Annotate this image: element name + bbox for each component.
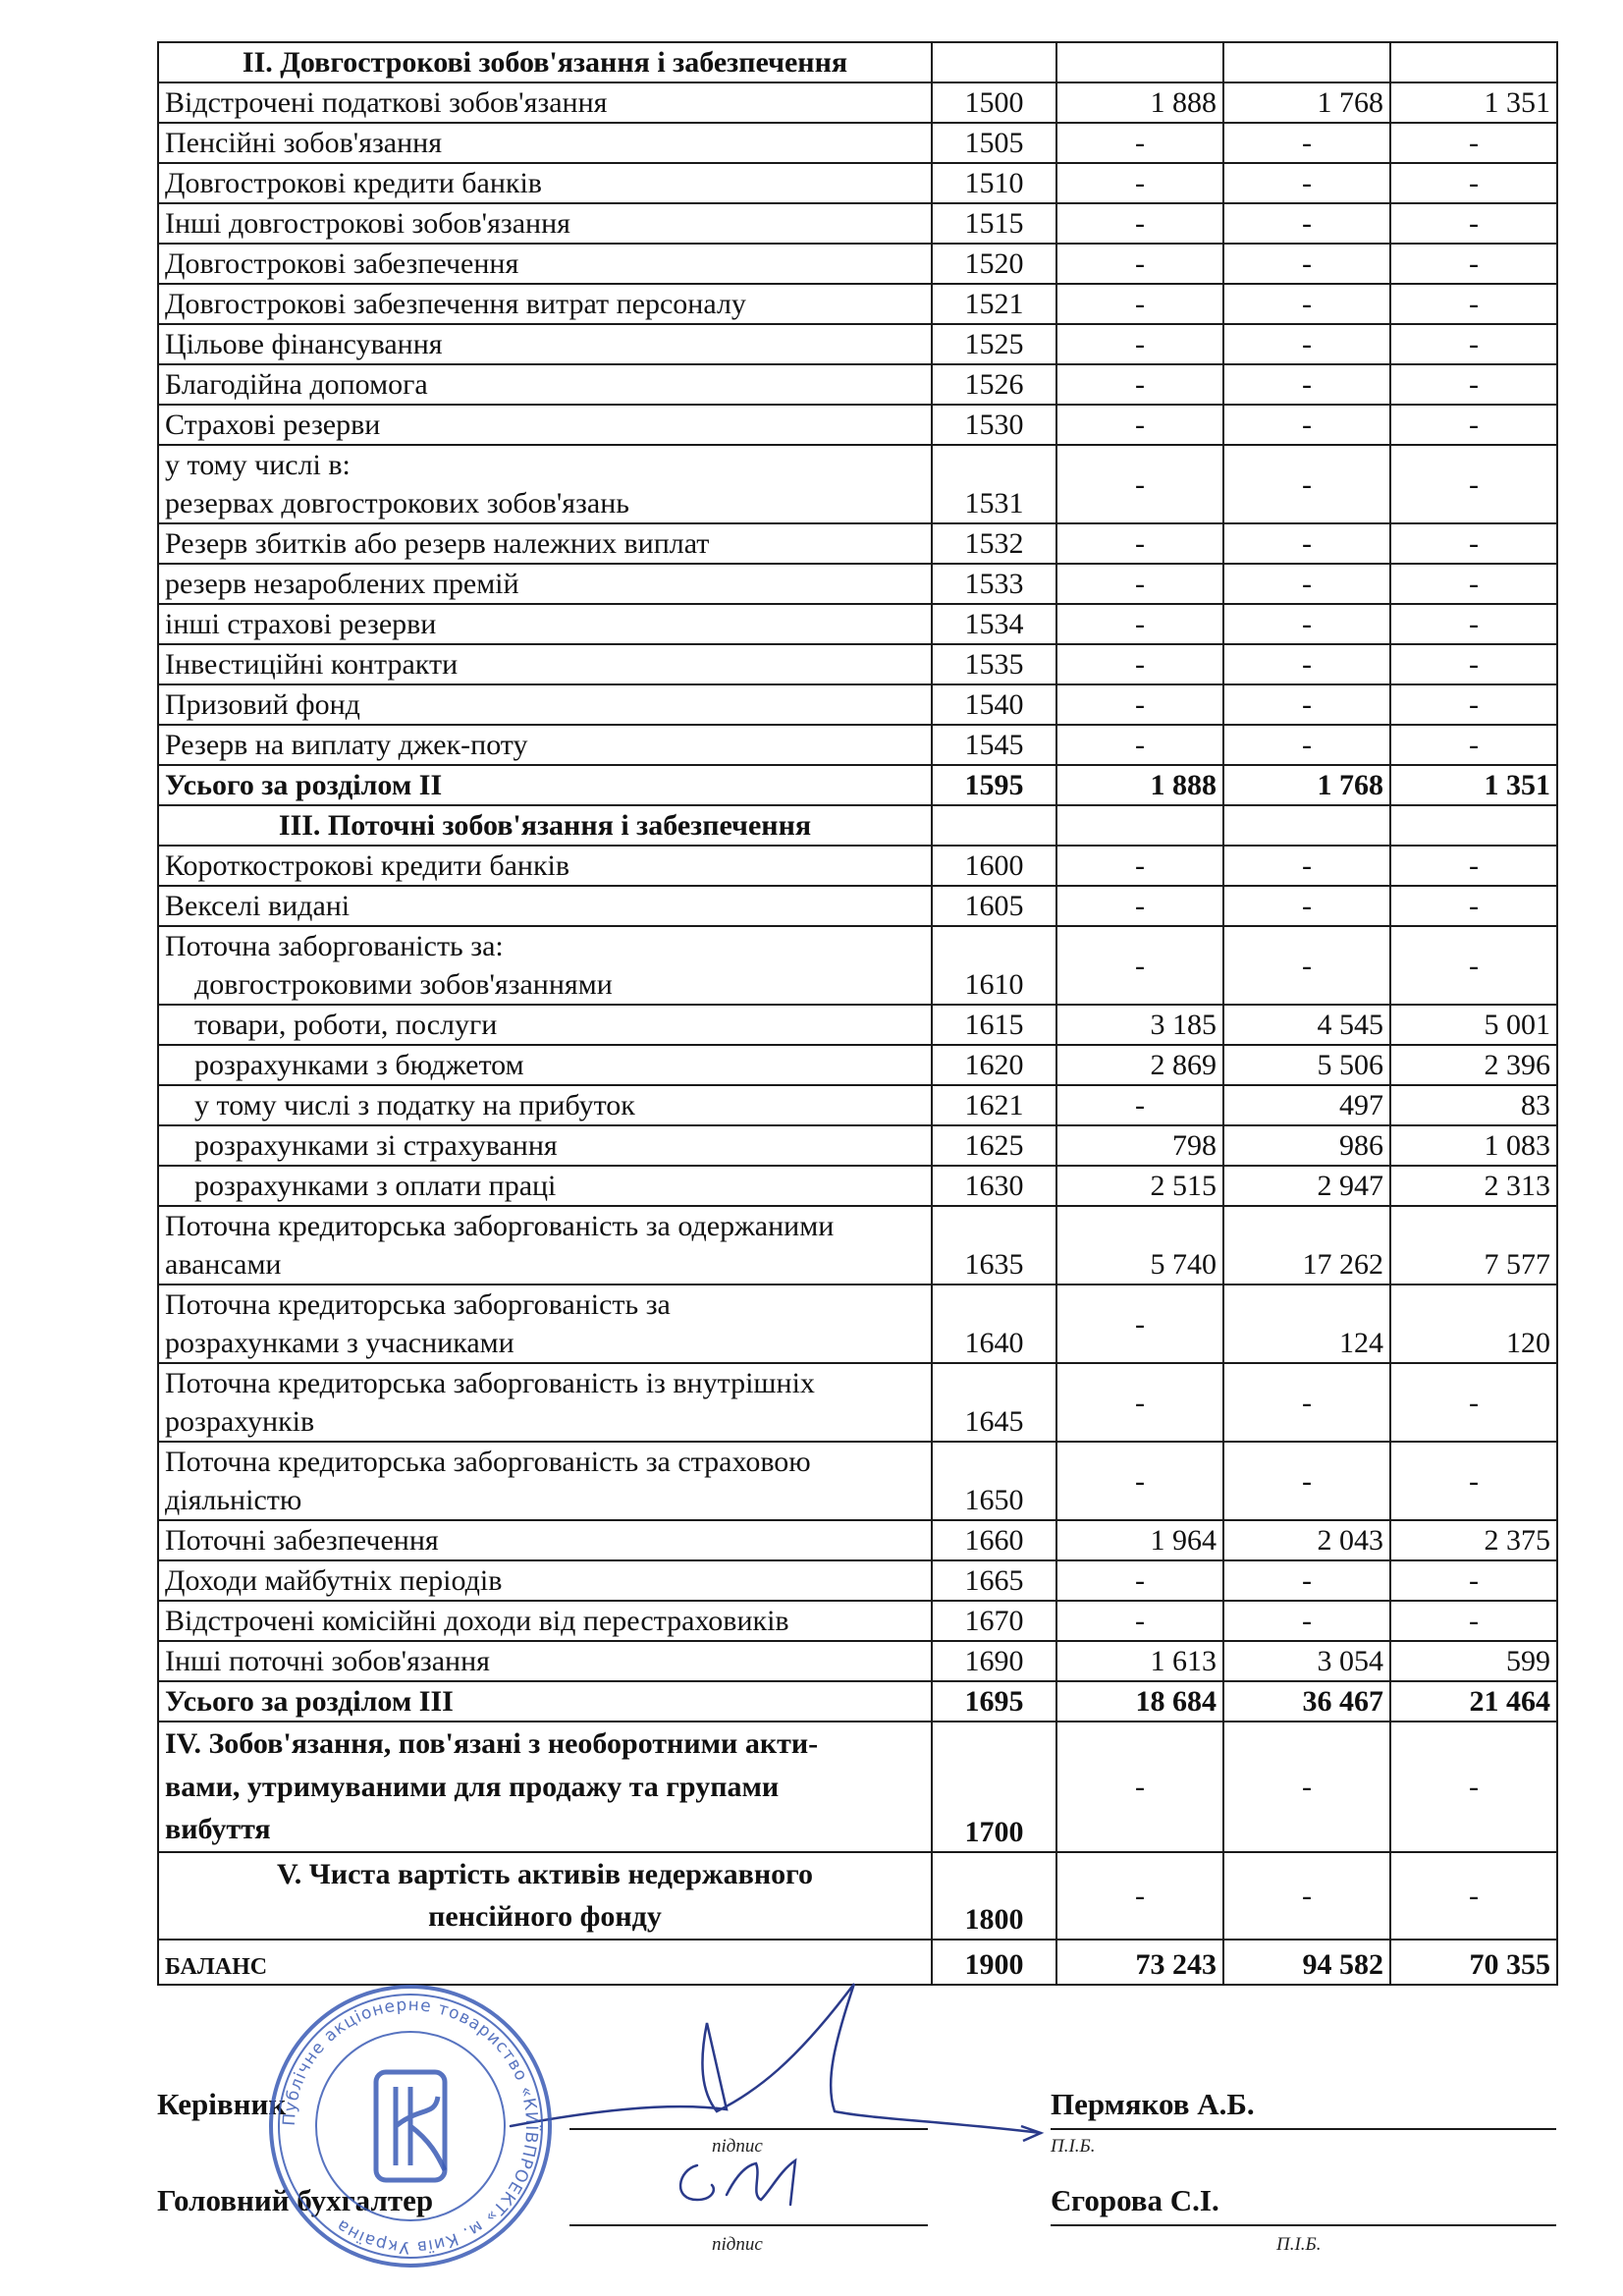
table-row [158, 445, 1557, 523]
row-value-2: - [1223, 1722, 1390, 1852]
row-value-3: - [1390, 1363, 1557, 1442]
row-label [158, 1285, 932, 1363]
row-code: 1521 [932, 284, 1056, 324]
row-value-3: - [1390, 445, 1557, 523]
row-code: 1645 [932, 1363, 1056, 1442]
row-label-line: пенсійного фонду [428, 1900, 662, 1933]
row-value-2: - [1223, 886, 1390, 926]
row-value-2: - [1223, 284, 1390, 324]
row-label [158, 1442, 932, 1520]
row-label [158, 445, 932, 523]
table-row [158, 1085, 1557, 1125]
row-value-1: 2 515 [1056, 1166, 1223, 1206]
row-value-2: - [1223, 644, 1390, 684]
row-code: 1695 [932, 1681, 1056, 1722]
row-code: 1630 [932, 1166, 1056, 1206]
section-title: III. Поточні зобов'язання і забезпечення [158, 805, 932, 846]
table-row [158, 846, 1557, 886]
row-label-line: Поточна кредиторська заборгованість із внутрішніх [165, 1367, 815, 1399]
row-value-2: - [1223, 604, 1390, 644]
row-code: 1670 [932, 1601, 1056, 1641]
row-label-line: V. Чиста вартість активів недержавного [276, 1857, 814, 1890]
row-value-1: - [1056, 604, 1223, 644]
row-label: Інші довгострокові зобов'язання [158, 203, 932, 244]
row-label: Короткострокові кредити банків [158, 846, 932, 886]
row-value-2: - [1223, 564, 1390, 604]
section-four-row [158, 1722, 1557, 1852]
table-row [158, 244, 1557, 284]
row-value-1: 3 185 [1056, 1005, 1223, 1045]
row-code: 1525 [932, 324, 1056, 364]
accountant-signature-caption: підпис [712, 2234, 763, 2255]
row-value-2: - [1223, 123, 1390, 163]
row-code: 1545 [932, 725, 1056, 765]
row-code: 1650 [932, 1442, 1056, 1520]
row-code: 1530 [932, 405, 1056, 445]
table-row [158, 324, 1557, 364]
row-label: Доходи майбутніх періодів [158, 1560, 932, 1601]
row-label-line: IV. Зобов'язання, пов'язані з необоротними акти- [165, 1727, 819, 1760]
row-code: 1526 [932, 364, 1056, 405]
row-value-1: 1 613 [1056, 1641, 1223, 1681]
row-label-line: розрахунків [165, 1405, 315, 1438]
table-row [158, 284, 1557, 324]
row-label: Страхові резерви [158, 405, 932, 445]
table-row [158, 82, 1557, 123]
row-value-3: - [1390, 886, 1557, 926]
row-label: Довгострокові кредити банків [158, 163, 932, 203]
table-row [158, 1560, 1557, 1601]
row-value-2: - [1223, 523, 1390, 564]
row-label: Векселі видані [158, 886, 932, 926]
row-value-2: - [1223, 684, 1390, 725]
row-value-1: - [1056, 244, 1223, 284]
row-code: 1595 [932, 765, 1056, 805]
row-value-2: - [1223, 445, 1390, 523]
row-code: 1640 [932, 1285, 1056, 1363]
section-header-row [158, 805, 1557, 846]
row-value-3: - [1390, 1442, 1557, 1520]
row-label-line: розрахунками з учасниками [165, 1327, 514, 1359]
row-value-1: 798 [1056, 1125, 1223, 1166]
row-code: 1800 [932, 1852, 1056, 1940]
row-value-1: - [1056, 1085, 1223, 1125]
row-value-3: 2 313 [1390, 1166, 1557, 1206]
table-row [158, 1125, 1557, 1166]
table-row [158, 564, 1557, 604]
row-value-1: - [1056, 684, 1223, 725]
section-total-row [158, 765, 1557, 805]
director-name-line [1051, 2128, 1556, 2130]
row-value-2: - [1223, 364, 1390, 405]
row-value-1: 73 243 [1056, 1940, 1223, 1985]
row-label: розрахунками з оплати праці [158, 1166, 932, 1206]
row-value-1: - [1056, 1852, 1223, 1940]
row-code: 1515 [932, 203, 1056, 244]
row-label-line: вибуття [165, 1813, 271, 1845]
row-value-1: - [1056, 523, 1223, 564]
row-code: 1610 [932, 926, 1056, 1005]
row-value-1: - [1056, 886, 1223, 926]
row-value-2: - [1223, 244, 1390, 284]
row-code: 1535 [932, 644, 1056, 684]
row-code: 1621 [932, 1085, 1056, 1125]
row-code: 1532 [932, 523, 1056, 564]
table-row [158, 926, 1557, 1005]
row-label-line: діяльністю [165, 1484, 302, 1516]
row-value-3: 2 396 [1390, 1045, 1557, 1085]
table-row [158, 405, 1557, 445]
row-label: Поточні забезпечення [158, 1520, 932, 1560]
row-value-1: 5 740 [1056, 1206, 1223, 1285]
liabilities-table [157, 41, 1558, 1986]
row-label: Благодійна допомога [158, 364, 932, 405]
row-value-3: - [1390, 1601, 1557, 1641]
accountant-name: Єгорова С.І. [1051, 2183, 1219, 2217]
row-value-2: - [1223, 1363, 1390, 1442]
table-row [158, 123, 1557, 163]
table-row [158, 1363, 1557, 1442]
section-five-row [158, 1852, 1557, 1940]
table-row [158, 886, 1557, 926]
row-value-1: - [1056, 725, 1223, 765]
table-row [158, 684, 1557, 725]
row-code: 1900 [932, 1940, 1056, 1985]
row-code: 1660 [932, 1520, 1056, 1560]
row-value-2: 17 262 [1223, 1206, 1390, 1285]
row-value-2: 2 043 [1223, 1520, 1390, 1560]
row-value-1: - [1056, 364, 1223, 405]
row-value-2: - [1223, 1442, 1390, 1520]
row-value-1: - [1056, 1560, 1223, 1601]
row-label: Довгострокові забезпечення витрат персоналу [158, 284, 932, 324]
row-value-1: - [1056, 445, 1223, 523]
row-value-3: - [1390, 1560, 1557, 1601]
row-value-3: - [1390, 846, 1557, 886]
row-label: Резерв збитків або резерв належних виплат [158, 523, 932, 564]
table-row [158, 725, 1557, 765]
section-header-row [158, 42, 1557, 82]
row-value-2: 124 [1223, 1285, 1390, 1363]
row-value-3: - [1390, 644, 1557, 684]
row-code: 1540 [932, 684, 1056, 725]
table-row [158, 1166, 1557, 1206]
row-value-1: - [1056, 284, 1223, 324]
row-value-1: - [1056, 564, 1223, 604]
table-row [158, 1442, 1557, 1520]
row-value-3: - [1390, 244, 1557, 284]
table-row [158, 604, 1557, 644]
row-value-1: 1 888 [1056, 82, 1223, 123]
row-value-1: - [1056, 324, 1223, 364]
row-value-1: - [1056, 1285, 1223, 1363]
row-code: 1635 [932, 1206, 1056, 1285]
row-code: 1600 [932, 846, 1056, 886]
row-label: Усього за розділом II [158, 765, 932, 805]
row-label: Призовий фонд [158, 684, 932, 725]
director-name: Пермяков А.Б. [1051, 2087, 1255, 2121]
row-value-2: 4 545 [1223, 1005, 1390, 1045]
signatures-block [157, 2087, 1556, 2283]
row-code: 1665 [932, 1560, 1056, 1601]
row-value-2: 94 582 [1223, 1940, 1390, 1985]
row-value-3: - [1390, 1852, 1557, 1940]
row-label: у тому числі з податку на прибуток [158, 1085, 932, 1125]
row-label [158, 1852, 932, 1940]
row-code: 1690 [932, 1641, 1056, 1681]
row-value-1: - [1056, 163, 1223, 203]
row-label-line: у тому числі в: [165, 449, 351, 481]
row-value-1: - [1056, 123, 1223, 163]
balance-sheet-page [157, 41, 1556, 1986]
accountant-name-line [1051, 2224, 1556, 2226]
row-label: інші страхові резерви [158, 604, 932, 644]
row-code: 1533 [932, 564, 1056, 604]
row-code: 1505 [932, 123, 1056, 163]
row-value-2: 1 768 [1223, 765, 1390, 805]
row-value-2: 5 506 [1223, 1045, 1390, 1085]
row-code: 1531 [932, 445, 1056, 523]
row-value-2: - [1223, 163, 1390, 203]
row-value-2: 2 947 [1223, 1166, 1390, 1206]
row-value-2: 36 467 [1223, 1681, 1390, 1722]
row-value-3: 120 [1390, 1285, 1557, 1363]
row-value-3: - [1390, 405, 1557, 445]
row-value-2: - [1223, 1852, 1390, 1940]
row-value-3: - [1390, 123, 1557, 163]
row-label: розрахунками з бюджетом [158, 1045, 932, 1085]
row-value-3: 21 464 [1390, 1681, 1557, 1722]
row-value-3: - [1390, 604, 1557, 644]
row-label: БАЛАНС [158, 1940, 932, 1985]
row-label: Усього за розділом III [158, 1681, 932, 1722]
row-value-1: - [1056, 644, 1223, 684]
row-code: 1625 [932, 1125, 1056, 1166]
row-value-2: - [1223, 725, 1390, 765]
row-value-2: 986 [1223, 1125, 1390, 1166]
row-value-3: 70 355 [1390, 1940, 1557, 1985]
row-value-3: - [1390, 163, 1557, 203]
row-value-2: - [1223, 926, 1390, 1005]
table-row [158, 1641, 1557, 1681]
table-row [158, 1206, 1557, 1285]
table-row [158, 1520, 1557, 1560]
row-label: Резерв на виплату джек-поту [158, 725, 932, 765]
row-value-1: - [1056, 926, 1223, 1005]
director-label: Керівник [157, 2087, 287, 2121]
row-label [158, 1206, 932, 1285]
row-label-line: Поточна кредиторська заборгованість за [165, 1288, 671, 1321]
table-row [158, 1045, 1557, 1085]
row-label: Відстрочені комісійні доходи від перестраховиків [158, 1601, 932, 1641]
row-value-3: - [1390, 684, 1557, 725]
row-label-line: вами, утримуваними для продажу та групами [165, 1770, 780, 1803]
row-value-1: 1 888 [1056, 765, 1223, 805]
row-value-3: 1 083 [1390, 1125, 1557, 1166]
row-value-1: - [1056, 1601, 1223, 1641]
row-code: 1620 [932, 1045, 1056, 1085]
row-value-3: - [1390, 1722, 1557, 1852]
row-label: розрахунками зі страхування [158, 1125, 932, 1166]
row-value-2: - [1223, 1560, 1390, 1601]
row-label-line: Поточна кредиторська заборгованість за одержаними [165, 1210, 835, 1242]
row-label-line: авансами [165, 1248, 282, 1281]
row-value-2: - [1223, 405, 1390, 445]
director-signature-caption: підпис [712, 2136, 763, 2157]
row-label [158, 926, 932, 1005]
row-value-1: 18 684 [1056, 1681, 1223, 1722]
row-value-3: - [1390, 203, 1557, 244]
section-total-row [158, 1681, 1557, 1722]
row-label: Цільове фінансування [158, 324, 932, 364]
accountant-label: Головний бухгалтер [157, 2183, 434, 2217]
row-value-3: - [1390, 926, 1557, 1005]
row-label: Інші поточні зобов'язання [158, 1641, 932, 1681]
row-value-3: - [1390, 324, 1557, 364]
row-code: 1510 [932, 163, 1056, 203]
row-value-2: 1 768 [1223, 82, 1390, 123]
row-value-1: - [1056, 203, 1223, 244]
table-row [158, 1005, 1557, 1045]
row-value-3: - [1390, 523, 1557, 564]
director-name-caption: П.І.Б. [1051, 2136, 1096, 2157]
row-label-line: довгостроковими зобов'язаннями [194, 968, 613, 1001]
row-value-3: 1 351 [1390, 765, 1557, 805]
row-code: 1500 [932, 82, 1056, 123]
table-row [158, 1285, 1557, 1363]
accountant-signature-line [569, 2224, 928, 2226]
table-row [158, 364, 1557, 405]
row-label [158, 1722, 932, 1852]
row-label: Інвестиційні контракти [158, 644, 932, 684]
row-code: 1534 [932, 604, 1056, 644]
accountant-name-caption: П.І.Б. [1276, 2234, 1322, 2255]
row-value-3: 83 [1390, 1085, 1557, 1125]
row-value-3: 2 375 [1390, 1520, 1557, 1560]
table-row [158, 163, 1557, 203]
row-value-2: - [1223, 1601, 1390, 1641]
row-value-3: 5 001 [1390, 1005, 1557, 1045]
row-label [158, 1363, 932, 1442]
row-value-3: 599 [1390, 1641, 1557, 1681]
balance-row [158, 1940, 1557, 1985]
row-value-2: - [1223, 324, 1390, 364]
row-value-3: - [1390, 364, 1557, 405]
row-value-1: - [1056, 1363, 1223, 1442]
row-code: 1605 [932, 886, 1056, 926]
row-value-3: 7 577 [1390, 1206, 1557, 1285]
row-value-2: - [1223, 846, 1390, 886]
row-label: Відстрочені податкові зобов'язання [158, 82, 932, 123]
row-label-line: резервах довгострокових зобов'язань [165, 487, 629, 519]
row-label: Пенсійні зобов'язання [158, 123, 932, 163]
director-signature-line [569, 2128, 928, 2130]
table-row [158, 1601, 1557, 1641]
table-row [158, 203, 1557, 244]
row-value-2: 497 [1223, 1085, 1390, 1125]
table-row [158, 644, 1557, 684]
row-label: резерв незароблених премій [158, 564, 932, 604]
row-label: товари, роботи, послуги [158, 1005, 932, 1045]
section-title: II. Довгострокові зобов'язання і забезпечення [158, 42, 932, 82]
row-value-1: 1 964 [1056, 1520, 1223, 1560]
row-code: 1615 [932, 1005, 1056, 1045]
stamp-outer-text: Публічне акціонерне товариство «КИЇВПРОЕКТ» м. Київ Україна [279, 1995, 542, 2258]
row-value-3: 1 351 [1390, 82, 1557, 123]
row-value-3: - [1390, 284, 1557, 324]
row-value-3: - [1390, 564, 1557, 604]
row-value-2: 3 054 [1223, 1641, 1390, 1681]
row-value-2: - [1223, 203, 1390, 244]
row-value-3: - [1390, 725, 1557, 765]
row-label: Довгострокові забезпечення [158, 244, 932, 284]
row-value-1: - [1056, 405, 1223, 445]
row-code: 1700 [932, 1722, 1056, 1852]
table-row [158, 523, 1557, 564]
row-label-line: Поточна кредиторська заборгованість за страховою [165, 1446, 811, 1478]
row-value-1: - [1056, 1722, 1223, 1852]
row-value-1: 2 869 [1056, 1045, 1223, 1085]
row-value-1: - [1056, 1442, 1223, 1520]
row-value-1: - [1056, 846, 1223, 886]
row-label-line: Поточна заборгованість за: [165, 930, 504, 962]
row-code: 1520 [932, 244, 1056, 284]
